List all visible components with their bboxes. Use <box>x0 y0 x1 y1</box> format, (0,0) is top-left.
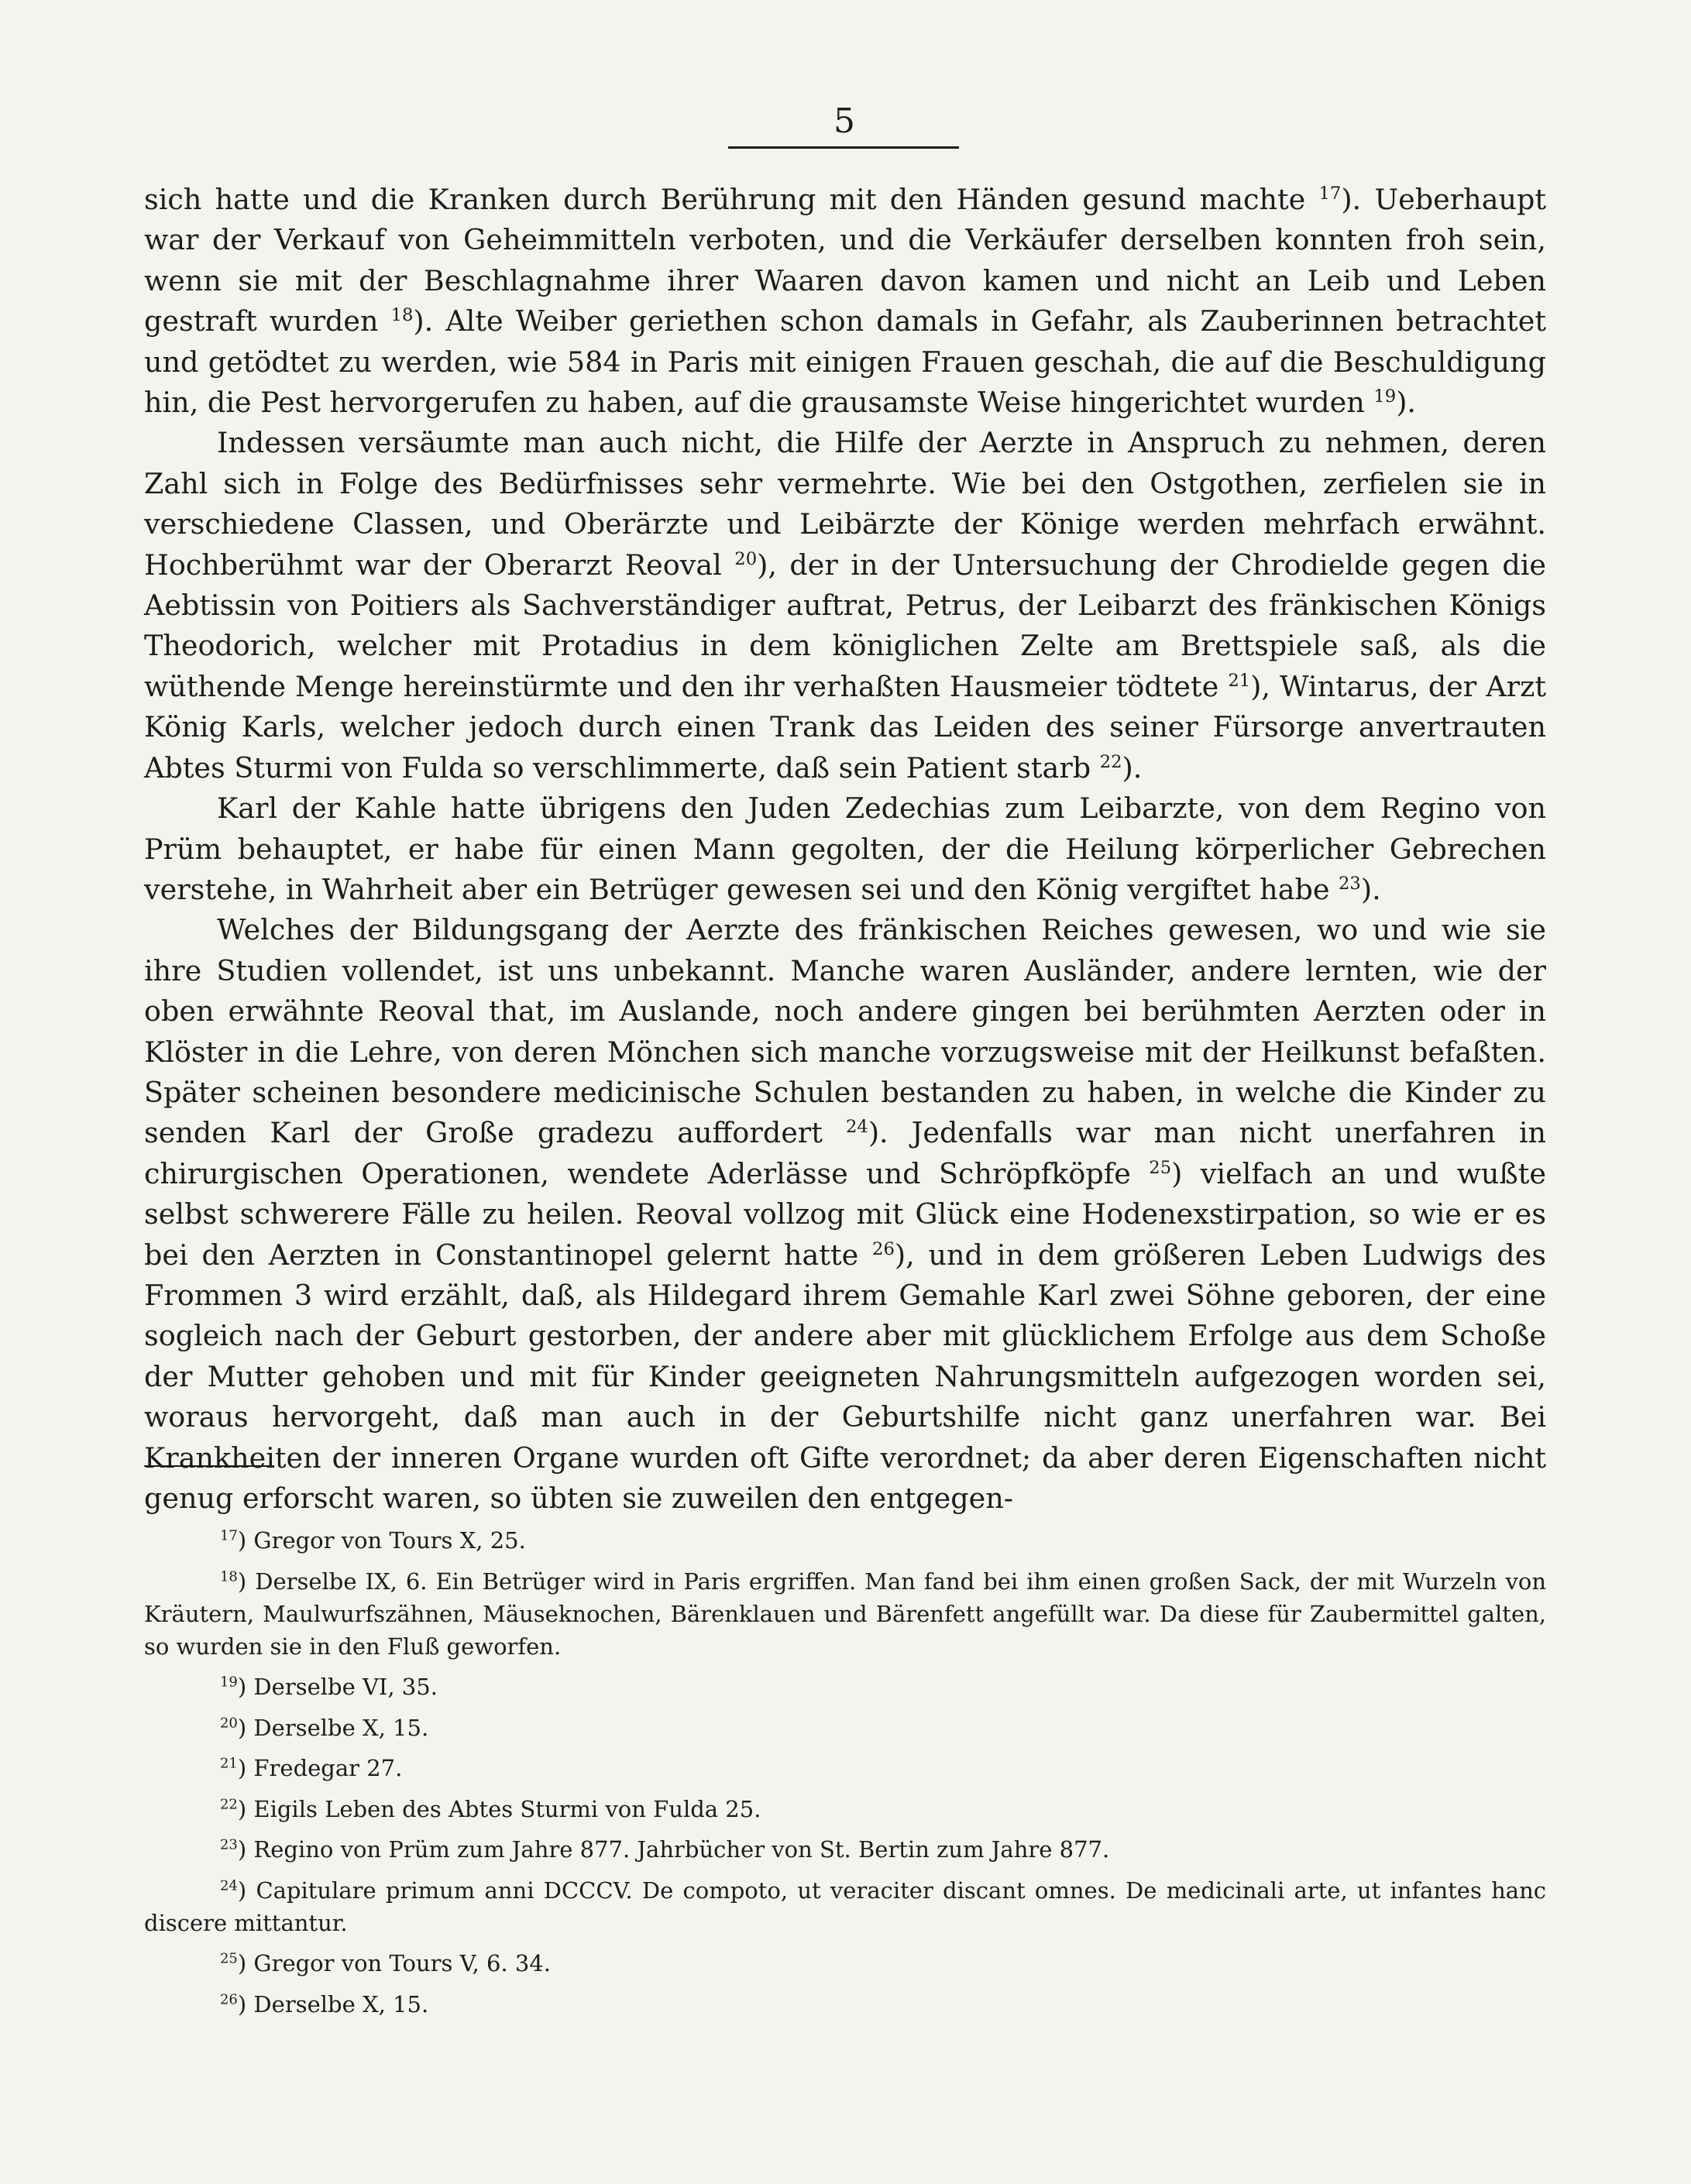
paragraph-text: sich hatte und die Kranken durch Berührung mit den Händen gesund machte <box>144 183 1319 216</box>
footnote-text: Derselbe VI, 35. <box>253 1674 438 1700</box>
header-rule <box>728 146 959 149</box>
footnote: $^{23}$) Regino von Prüm zum Jahre 877. Jahrbücher von St. Bertin zum Jahre 877. <box>220 1836 1110 1863</box>
body-paragraph <box>144 910 1546 1519</box>
footnote-reference: 21 <box>1228 670 1251 691</box>
footnote-number: 18 <box>220 1568 238 1585</box>
paragraph-text: ). <box>1122 750 1143 785</box>
footnote-text: Gregor von Tours V, 6. 34. <box>253 1950 551 1976</box>
footnote-text: Regino von Prüm zum Jahre 877. Jahrbücher von St. Bertin zum Jahre 877. <box>253 1836 1110 1863</box>
footnote-text: Derselbe X, 15. <box>253 1990 429 2017</box>
footnote-reference: 25 <box>1149 1157 1172 1178</box>
paragraph-text: ). Jedenfalls war man nicht unerfahren in chirurgischen Operationen, wendete Aderlässe und Schröpfköpfe <box>144 1116 1547 1190</box>
footnote: $^{18}$) Derselbe IX, 6. Ein Betrüger wird in Paris ergriffen. Man fand bei ihm einen großen Sack, der mit Wurzeln von Kräutern, Maulwurfszähnen, Mäuseknochen, Bärenklauen und Bärenfett angefüllt war. Da diese für Zaubermittel galten, so wurden sie in den Fluß geworfen. <box>144 1568 1546 1660</box>
footnote-text: Gregor von Tours X, 25. <box>253 1527 526 1554</box>
footnote-reference: 20 <box>734 548 758 569</box>
footnote-number: 26 <box>220 1990 238 2007</box>
footnote-text: Derselbe X, 15. <box>253 1714 429 1741</box>
footnote: $^{25}$) Gregor von Tours V, 6. 34. <box>220 1950 551 1976</box>
body-paragraph <box>144 423 1546 788</box>
footnote-number: 19 <box>220 1674 238 1691</box>
body-text <box>144 180 1546 1519</box>
paragraph-text: Indessen versäumte man auch nicht, die Hilfe der Aerzte in Anspruch zu nehmen, deren Zahl sich in Folge des Bedürfnisses sehr vermehrte. Wie bei den Ostgothen, zerfielen sie in verschiedene Classen, und Oberärzte und Leibärzte der Könige werden mehrfach erwähnt. Hochberühmt war der Oberarzt Reoval <box>144 426 1546 582</box>
paragraph-text: ), Wintarus, der Arzt König Karls, welcher jedoch durch einen Trank das Leiden des seiner Fürsorge anvertrauten Abtes Sturmi von Fulda so verschlimmerte, daß sein Patient starb <box>144 669 1546 785</box>
footnote-reference: 17 <box>1318 183 1342 204</box>
footnote-text: Eigils Leben des Abtes Sturmi von Fulda 25. <box>253 1795 761 1822</box>
footnotes <box>144 1524 1546 2028</box>
footnote: $^{24}$) Capitulare primum anni DCCCV. De compoto, ut veraciter discant omnes. De medicinali arte, ut infantes hanc discere mittantur. <box>144 1877 1546 1936</box>
paragraph-text: ). Ueberhaupt war der Verkauf von Geheimmitteln verboten, und die Verkäufer derselben konnten froh sein, wenn sie mit der Beschlagnahme ihrer Waaren davon kamen und nicht an Leib und Leben gestraft wurden <box>144 183 1546 338</box>
paragraph-text: Karl der Kahle hatte übrigens den Juden Zedechias zum Leibarzte, von dem Regino von Prüm behauptet, er habe für einen Mann gegolten, der die Heilung körperlicher Gebrechen verstehe, in Wahrheit aber ein Betrüger gewesen sei und den König vergiftet habe <box>144 792 1546 906</box>
footnote-rule <box>144 1465 274 1467</box>
paragraph-text: ). Alte Weiber geriethen schon damals in Gefahr, als Zauberinnen betrachtet und getödtet zu werden, wie 584 in Paris mit einigen Frauen geschah, die auf die Beschuldigung hin, die Pest hervorgerufen zu haben, auf die grausamste Weise hingerichtet wurden <box>144 304 1546 420</box>
footnote-reference: 26 <box>872 1238 895 1259</box>
footnote-reference: 23 <box>1339 873 1361 894</box>
footnote: $^{17}$) Gregor von Tours X, 25. <box>220 1527 526 1554</box>
paragraph-text: ), der in der Untersuchung der Chrodielde gegen die Aebtissin von Poitiers als Sachverständiger auftrat, Petrus, der Leibarzt des fränkischen Königs Theodorich, welcher mit Protadius in dem königlichen Zelte am Brettspiele saß, als die wüthende Menge hereinstürmte und den ihr verhaßten Hausmeier tödtete <box>144 548 1546 703</box>
footnote-number: 17 <box>220 1527 238 1544</box>
footnote-number: 23 <box>220 1836 238 1853</box>
paragraph-text: ), und in dem größeren Leben Ludwigs des Frommen 3 wird erzählt, daß, als Hildegard ihrem Gemahle Karl zwei Söhne geboren, der eine sogleich nach der Geburt gestorben, der andere aber mit glücklichem Erfolge aus dem Schoße der Mutter gehoben und mit für Kinder geeigneten Nahrungsmitteln aufgezogen worden sei, woraus hervorgeht, daß man auch in der Geburtshilfe nicht ganz unerfahren war. Bei Krankheiten der inneren Organe wurden oft Gifte verordnet; da aber deren Eigenschaften nicht genug erforscht waren, so übten sie zuweilen den entgegen- <box>144 1238 1547 1515</box>
footnote: $^{19}$) Derselbe VI, 35. <box>220 1674 438 1700</box>
footnote-number: 22 <box>220 1795 238 1812</box>
footnote-number: 24 <box>220 1877 238 1894</box>
paragraph-text: ) vielfach an und wußte selbst schwerere Fälle zu heilen. Reoval vollzog mit Glück eine Hodenexstirpation, so wie er es bei den Aerzten in Constantinopel gelernt hatte <box>144 1156 1546 1272</box>
footnote-text: Derselbe IX, 6. Ein Betrüger wird in Paris ergriffen. Man fand bei ihm einen großen Sack, der mit Wurzeln von Kräutern, Maulwurfszähnen, Mäuseknochen, Bärenklauen und Bärenfett angefüllt war. Da diese für Zaubermittel galten, so wurden sie in den Fluß geworfen. <box>144 1568 1546 1660</box>
paragraph-text: ). <box>1396 386 1417 420</box>
footnote: $^{20}$) Derselbe X, 15. <box>220 1714 429 1741</box>
footnote-number: 20 <box>220 1714 238 1731</box>
footnote-reference: 22 <box>1099 751 1122 772</box>
footnote-reference: 18 <box>390 305 414 326</box>
footnote-number: 21 <box>220 1755 238 1772</box>
footnote-number: 25 <box>220 1950 238 1967</box>
body-paragraph <box>144 788 1546 910</box>
page-number: 5 <box>833 101 855 141</box>
paragraph-text: ). <box>1360 872 1381 906</box>
footnote: $^{22}$) Eigils Leben des Abtes Sturmi von Fulda 25. <box>220 1795 761 1822</box>
footnote: $^{21}$) Fredegar 27. <box>220 1755 403 1781</box>
footnote: $^{26}$) Derselbe X, 15. <box>220 1990 429 2017</box>
paragraph-text: Welches der Bildungsgang der Aerzte des fränkischen Reiches gewesen, wo und wie sie ihre Studien vollendet, ist uns unbekannt. Manche waren Ausländer, andere lernten, wie der oben erwähnte Reoval that, im Auslande, noch andere gingen bei berühmten Aerzten oder in Klöster in die Lehre, von deren Mönchen sich manche vorzugsweise mit der Heilkunst befaßten. Später scheinen besondere medicinische Schulen bestanden zu haben, in welche die Kinder zu senden Karl der Große gradezu auffordert <box>144 913 1546 1150</box>
body-paragraph <box>144 180 1546 423</box>
footnote-text: Capitulare primum anni DCCCV. De compoto, ut veraciter discant omnes. De medicinali arte, ut infantes hanc discere mittantur. <box>144 1877 1546 1936</box>
footnote-reference: 24 <box>846 1117 868 1138</box>
footnote-reference: 19 <box>1373 386 1397 407</box>
footnote-text: Fredegar 27. <box>253 1755 403 1781</box>
